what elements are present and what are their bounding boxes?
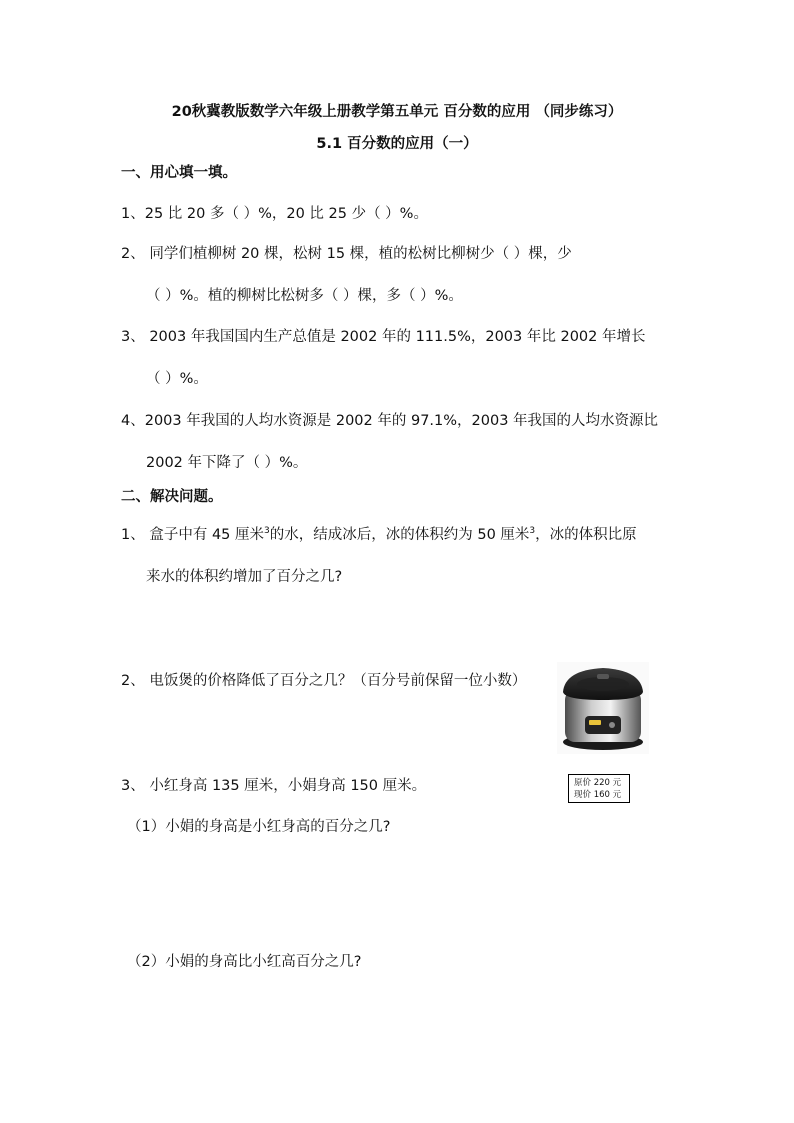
price-original: 原价 220 元 xyxy=(574,778,622,788)
question-1-3-line2: （ ）%。 xyxy=(146,371,208,387)
question-1-3-line1: 3、 2003 年我国国内生产总值是 2002 年的 111.5%，2003 年比 2002 年增长 xyxy=(121,329,646,345)
question-2-1-line1 xyxy=(121,525,637,545)
question-1-4-line1: 4、2003 年我国的人均水资源是 2002 年的 97.1%，2003 年我国的人均水资源比 xyxy=(121,413,659,429)
question-1-2-line2: （ ）%。植的柳树比松树多（ ）棵，多（ ）%。 xyxy=(146,288,463,304)
section2-heading: 二、解决问题。 xyxy=(121,489,223,505)
rice-cooker-icon xyxy=(557,662,649,754)
section1-heading: 一、用心填一填。 xyxy=(121,165,237,181)
q-text: 1、 盒子中有 45 厘米 xyxy=(121,527,265,543)
question-2-3-sub1: （1）小娟的身高是小红身高的百分之几? xyxy=(127,819,391,835)
question-1-1: 1、25 比 20 多（ ）%，20 比 25 少（ ）%。 xyxy=(121,206,428,222)
question-1-4-line2: 2002 年下降了（ ）%。 xyxy=(146,455,308,471)
cube-exponent: 3 xyxy=(264,526,270,537)
q-text: ，冰的体积比原 xyxy=(535,527,637,543)
question-2-3-sub2: （2）小娟的身高比小红高百分之几? xyxy=(127,954,362,970)
price-current: 现价 160 元 xyxy=(574,790,622,800)
question-1-2-line1: 2、 同学们植柳树 20 棵，松树 15 棵，植的松树比柳树少（ ）棵，少 xyxy=(121,246,572,262)
question-2-2: 2、 电饭煲的价格降低了百分之几？（百分号前保留一位小数） xyxy=(121,673,527,689)
page-subtitle: 5.1 百分数的应用（一） xyxy=(316,136,478,152)
page-title: 20秋冀教版数学六年级上册教学第五单元 百分数的应用 （同步练习） xyxy=(171,104,623,120)
q-text: 的水，结成冰后，冰的体积约为 50 厘米 xyxy=(269,527,530,543)
cube-exponent: 3 xyxy=(529,526,536,537)
question-2-3: 3、 小红身高 135 厘米，小娟身高 150 厘米。 xyxy=(121,778,427,794)
price-tag xyxy=(568,774,630,803)
question-2-1-line2: 来水的体积约增加了百分之几? xyxy=(146,569,343,585)
